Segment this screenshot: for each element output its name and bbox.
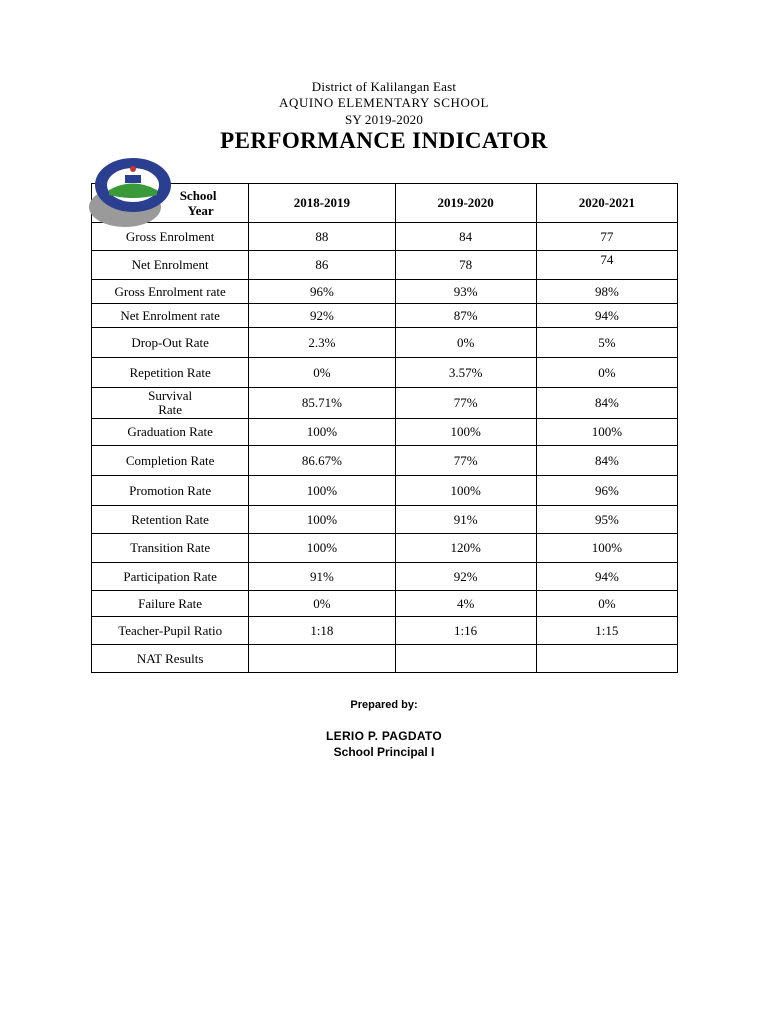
corner-label-line1: School	[179, 188, 217, 203]
row-label: Repetition Rate	[92, 358, 249, 388]
table-row	[92, 304, 678, 328]
table-cell: 0%	[395, 328, 536, 358]
table-cell: 94%	[536, 304, 677, 328]
table-cell: 100%	[536, 534, 677, 563]
row-label-line1: Survival	[148, 388, 193, 403]
table-cell: 93%	[395, 280, 536, 304]
school-seal-logo	[87, 157, 173, 227]
table-row	[92, 476, 678, 506]
table-cell: 77%	[395, 388, 536, 419]
table-cell	[395, 645, 536, 673]
column-header: 2019-2020	[395, 184, 536, 223]
row-label: Gross Enrolment	[92, 223, 249, 251]
table-cell: 98%	[536, 280, 677, 304]
table-cell: 74	[536, 251, 677, 280]
table-row	[92, 280, 678, 304]
table-cell: 95%	[536, 506, 677, 534]
table-cell: 0%	[249, 358, 395, 388]
table-cell: 84%	[536, 446, 677, 476]
row-label: Participation Rate	[92, 563, 249, 591]
table-cell: 3.57%	[395, 358, 536, 388]
table-cell: 100%	[395, 419, 536, 446]
table-cell	[249, 645, 395, 673]
table-cell: 84%	[536, 388, 677, 419]
table-row	[92, 617, 678, 645]
table-cell: 94%	[536, 563, 677, 591]
table-cell: 91%	[249, 563, 395, 591]
table-row	[92, 419, 678, 446]
table-cell: 4%	[395, 591, 536, 617]
table-cell: 2.3%	[249, 328, 395, 358]
table-row	[92, 563, 678, 591]
row-label: Completion Rate	[92, 446, 249, 476]
table-row	[92, 534, 678, 563]
table-row	[92, 223, 678, 251]
school-year: SY 2019-2020	[344, 112, 424, 127]
row-label: Drop-Out Rate	[92, 328, 249, 358]
row-label: Net Enrolment	[92, 251, 249, 280]
district-name: District of Kalilangan East	[311, 79, 457, 94]
table-cell: 87%	[395, 304, 536, 328]
seal-emblem	[130, 166, 136, 172]
prepared-by-label: Prepared by:	[350, 699, 418, 711]
row-label: Gross Enrolment rate	[92, 280, 249, 304]
table-cell: 100%	[395, 476, 536, 506]
row-label-line2: Rate	[158, 402, 183, 417]
row-label: Transition Rate	[92, 534, 249, 563]
row-label	[92, 388, 249, 419]
row-label: Graduation Rate	[92, 419, 249, 446]
table-cell: 0%	[536, 358, 677, 388]
table-cell: 96%	[249, 280, 395, 304]
performance-table	[91, 183, 678, 673]
table-cell	[536, 645, 677, 673]
table-cell: 92%	[249, 304, 395, 328]
table-cell: 100%	[536, 419, 677, 446]
table-cell: 1:18	[249, 617, 395, 645]
school-name: AQUINO ELEMENTARY SCHOOL	[278, 95, 490, 110]
table-cell: 5%	[536, 328, 677, 358]
row-label: Promotion Rate	[92, 476, 249, 506]
column-header: 2018-2019	[249, 184, 395, 223]
table-cell: 100%	[249, 419, 395, 446]
column-header: 2020-2021	[536, 184, 677, 223]
table-row	[92, 591, 678, 617]
table-cell: 1:16	[395, 617, 536, 645]
signatory-position: School Principal I	[333, 745, 435, 759]
row-label: Net Enrolment rate	[92, 304, 249, 328]
table-row	[92, 645, 678, 673]
table-cell: 100%	[249, 534, 395, 563]
table-row	[92, 328, 678, 358]
table-row	[92, 358, 678, 388]
seal-building	[125, 175, 141, 183]
table-cell: 100%	[249, 476, 395, 506]
signatory-name: LERIO P. PAGDATO	[326, 729, 442, 743]
table-row	[92, 446, 678, 476]
table-cell: 0%	[249, 591, 395, 617]
row-label: Teacher-Pupil Ratio	[92, 617, 249, 645]
table-cell: 0%	[536, 591, 677, 617]
table-row	[92, 506, 678, 534]
table-cell: 86.67%	[249, 446, 395, 476]
corner-label-line2: Year	[187, 203, 214, 218]
table-cell: 78	[395, 251, 536, 280]
table-cell: 85.71%	[249, 388, 395, 419]
table-cell: 96%	[536, 476, 677, 506]
table-cell: 88	[249, 223, 395, 251]
row-label: Retention Rate	[92, 506, 249, 534]
table-row	[92, 251, 678, 280]
table-cell: 86	[249, 251, 395, 280]
table-cell: 92%	[395, 563, 536, 591]
table-header-row	[92, 184, 678, 223]
table-cell: 100%	[249, 506, 395, 534]
table-cell: 91%	[395, 506, 536, 534]
row-label: NAT Results	[92, 645, 249, 673]
table-cell: 77	[536, 223, 677, 251]
table-row	[92, 388, 678, 419]
table-cell: 1:15	[536, 617, 677, 645]
table-cell: 120%	[395, 534, 536, 563]
table-cell: 84	[395, 223, 536, 251]
page-title: PERFORMANCE INDICATOR	[220, 128, 548, 153]
row-label: Failure Rate	[92, 591, 249, 617]
table-cell: 77%	[395, 446, 536, 476]
